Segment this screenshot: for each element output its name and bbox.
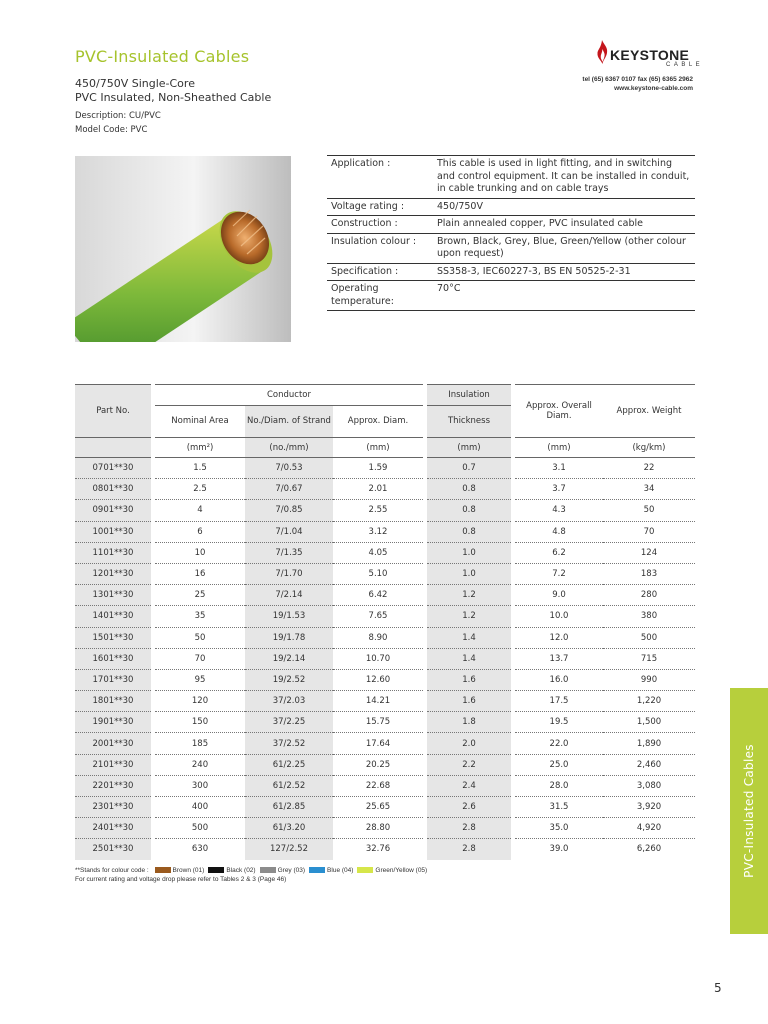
unit-overall: (mm) [515,438,603,458]
nominal-area-cell: 630 [191,844,209,855]
thickness-cell: 1.6 [427,669,511,690]
thickness-cell: 1.0 [427,563,511,584]
table-row [75,458,695,479]
table-row [75,563,695,584]
nominal-area-cell: 240 [155,754,245,775]
spec-value: Plain annealed copper, PVC insulated cable [433,216,695,234]
header-part-no: Part No. [75,385,151,438]
header-conductor: Conductor [155,385,423,406]
weight-cell: 3,920 [603,797,695,818]
side-tab-label: PVC-Insulated Cables [742,744,756,878]
approx-diam-cell: 14.21 [333,691,423,712]
spec-row [327,216,695,234]
approx-diam-cell: 15.75 [333,712,423,733]
strand-cell: 61/2.25 [245,754,333,775]
subtitle-line-2: PVC Insulated, Non-Sheathed Cable [75,91,272,104]
thickness-cell: 0.7 [427,458,511,479]
overall-diam-cell: 31.5 [515,797,603,818]
overall-diam-cell: 7.2 [515,563,603,584]
brand-subname: CABLE [666,62,704,68]
spec-row [327,156,695,199]
description-text: Description: CU/PVC [75,111,161,121]
weight-cell: 1,500 [603,712,695,733]
table-row [75,733,695,754]
flame-logo-icon [596,40,609,64]
thickness-cell: 1.2 [427,585,511,606]
overall-diam-cell: 16.0 [515,669,603,690]
spec-value: SS358-3, IEC60227-3, BS EN 50525-2-31 [433,263,695,281]
header-weight: Approx. Weight [603,385,695,438]
weight-cell: 500 [603,627,695,648]
unit-weight: (kg/km) [603,438,695,458]
part-no-cell: 1701**30 [75,669,151,690]
overall-diam-cell: 6.2 [515,542,603,563]
model-code-text: Model Code: PVC [75,125,148,135]
spec-table-body [327,156,695,311]
table-row [75,606,695,627]
section-side-tab [730,688,768,934]
cable-meta [75,109,161,137]
thickness-cell: 1.2 [427,606,511,627]
approx-diam-cell: 2.01 [333,479,423,500]
approx-diam-cell: 17.64 [333,733,423,754]
approx-diam-cell: 22.68 [333,775,423,796]
spec-value: Brown, Black, Grey, Blue, Green/Yellow (other colour upon request) [433,233,695,263]
strand-cell: 7/0.85 [245,500,333,521]
approx-diam-cell: 1.59 [333,458,423,479]
strand-cell: 19/1.53 [245,606,333,627]
strand-cell: 37/2.52 [245,733,333,754]
approx-diam-cell: 4.05 [333,542,423,563]
thickness-cell: 1.4 [427,627,511,648]
brand-name: KEYSTONE [610,47,690,63]
overall-diam-cell: 3.7 [515,479,603,500]
part-no-cell: 2501**30 [75,839,151,860]
strand-cell: 7/2.14 [245,585,333,606]
table-row [75,775,695,796]
approx-diam-cell: 6.42 [333,585,423,606]
strand-cell: 19/1.78 [245,627,333,648]
colour-label: Black (02) [226,867,256,874]
thickness-cell: 0.8 [427,500,511,521]
nominal-area-cell: 4 [155,500,245,521]
colour-code-legend [75,866,427,875]
strand-cell: 7/1.35 [245,542,333,563]
colour-label: Green/Yellow (05) [375,867,428,874]
spec-row [327,263,695,281]
weight-cell: 34 [603,479,695,500]
strand-cell: 37/2.25 [245,712,333,733]
weight-cell: 183 [603,563,695,584]
unit-thickness: (mm) [427,438,511,458]
weight-cell: 6,260 [636,844,662,855]
nominal-area-cell: 400 [155,797,245,818]
nominal-area-cell: 500 [155,818,245,839]
spec-value: This cable is used in light fitting, and in switching and control equipment. It can be installed in conduit, in cable trunking and on cable trays [433,156,695,199]
spec-label: Application : [327,156,433,199]
nominal-area-cell: 6 [155,521,245,542]
weight-cell: 22 [603,458,695,479]
header-strand: No./Diam. of Strand [245,406,333,438]
header-nominal-area: Nominal Area [155,406,245,438]
part-no-cell: 0701**30 [75,458,151,479]
part-no-cell: 0901**30 [75,500,151,521]
overall-diam-cell: 12.0 [515,627,603,648]
overall-diam-cell: 39.0 [549,844,569,855]
spec-row [327,233,695,263]
approx-diam-cell: 25.65 [333,797,423,818]
strand-cell: 7/0.67 [245,479,333,500]
spec-row [327,198,695,216]
colour-label: Grey (03) [277,867,306,874]
table-row [75,797,695,818]
nominal-area-cell: 10 [155,542,245,563]
part-no-cell: 2101**30 [75,754,151,775]
nominal-area-cell: 120 [155,691,245,712]
page-title: PVC-Insulated Cables [75,47,250,66]
thickness-cell: 1.0 [427,542,511,563]
overall-diam-cell: 4.3 [515,500,603,521]
colour-swatch [309,867,325,873]
strand-cell: 127/2.52 [245,839,333,860]
part-no-cell: 1901**30 [75,712,151,733]
weight-cell: 1,890 [603,733,695,754]
approx-diam-cell: 12.60 [333,669,423,690]
overall-diam-cell: 22.0 [515,733,603,754]
current-rating-note: For current rating and voltage drop please refer to Tables 2 & 3 (Page 46) [75,876,287,883]
table-row [75,500,695,521]
strand-cell: 61/3.20 [245,818,333,839]
nominal-area-cell: 2.5 [155,479,245,500]
thickness-cell: 1.6 [427,691,511,712]
thickness-cell: 1.4 [427,648,511,669]
overall-diam-cell: 17.5 [515,691,603,712]
overall-diam-cell: 28.0 [515,775,603,796]
thickness-cell: 0.8 [427,479,511,500]
part-no-cell: 2201**30 [75,775,151,796]
table-row [75,754,695,775]
unit-strand: (no./mm) [245,438,333,458]
part-no-cell: 2401**30 [75,818,151,839]
table-row [75,712,695,733]
part-no-cell: 1501**30 [75,627,151,648]
table-row [75,839,695,860]
nominal-area-cell: 95 [155,669,245,690]
approx-diam-cell: 2.55 [333,500,423,521]
weight-cell: 3,080 [603,775,695,796]
part-no-cell: 1801**30 [75,691,151,712]
subtitle-line-1: 450/750V Single-Core [75,77,195,90]
table-row [75,542,695,563]
part-no-cell: 1001**30 [75,521,151,542]
strand-cell: 61/2.52 [245,775,333,796]
weight-cell: 124 [603,542,695,563]
cable-data-table [75,384,695,860]
table-row [75,669,695,690]
overall-diam-cell: 25.0 [515,754,603,775]
colour-swatch [357,867,373,873]
approx-diam-cell: 28.80 [333,818,423,839]
part-no-cell: 1301**30 [75,585,151,606]
nominal-area-cell: 150 [155,712,245,733]
nominal-area-cell: 185 [155,733,245,754]
thickness-cell: 2.4 [427,775,511,796]
spec-label: Insulation colour : [327,233,433,263]
footnote [75,866,427,884]
strand-cell: 37/2.03 [245,691,333,712]
spec-label: Operating temperature: [327,281,433,311]
weight-cell: 70 [603,521,695,542]
header-approx-diam: Approx. Diam. [333,406,423,438]
part-no-cell: 1601**30 [75,648,151,669]
table-row [75,627,695,648]
overall-diam-cell: 19.5 [515,712,603,733]
table-row [75,479,695,500]
part-no-cell: 1101**30 [75,542,151,563]
nominal-area-cell: 300 [155,775,245,796]
header-insulation: Insulation [427,385,511,406]
table-row [75,691,695,712]
part-no-cell: 1201**30 [75,563,151,584]
nominal-area-cell: 25 [155,585,245,606]
unit-area: (mm²) [155,438,245,458]
approx-diam-cell: 32.76 [365,844,391,855]
nominal-area-cell: 70 [155,648,245,669]
thickness-cell: 2.0 [427,733,511,754]
spec-label: Voltage rating : [327,198,433,216]
part-no-cell: 2301**30 [75,797,151,818]
table-row [75,585,695,606]
approx-diam-cell: 3.12 [333,521,423,542]
part-no-cell: 0801**30 [75,479,151,500]
colour-swatch [260,867,276,873]
weight-cell: 1,220 [603,691,695,712]
contact-info [582,75,693,93]
data-table-body [75,458,695,860]
thickness-cell: 2.8 [427,839,511,860]
weight-cell: 280 [603,585,695,606]
approx-diam-cell: 7.65 [333,606,423,627]
colour-code-prefix: **Stands for colour code : [75,867,149,874]
spec-table [327,155,695,311]
overall-diam-cell: 10.0 [515,606,603,627]
nominal-area-cell: 35 [155,606,245,627]
strand-cell: 7/1.04 [245,521,333,542]
approx-diam-cell: 5.10 [333,563,423,584]
approx-diam-cell: 10.70 [333,648,423,669]
header-overall-diam: Approx. Overall Diam. [515,385,603,438]
page-number: 5 [714,981,722,995]
approx-diam-cell: 8.90 [333,627,423,648]
spec-label: Specification : [327,263,433,281]
strand-cell: 19/2.14 [245,648,333,669]
contact-phone-fax: tel (65) 6367 0107 fax (65) 6365 2962 [582,76,693,83]
nominal-area-cell: 1.5 [155,458,245,479]
unit-diam: (mm) [333,438,423,458]
cable-subtitle [75,77,271,105]
part-no-cell: 1401**30 [75,606,151,627]
thickness-cell: 2.8 [427,818,511,839]
strand-cell: 7/1.70 [245,563,333,584]
weight-cell: 50 [603,500,695,521]
cable-photo [75,156,291,342]
strand-cell: 19/2.52 [245,669,333,690]
overall-diam-cell: 4.8 [515,521,603,542]
table-row [75,648,695,669]
overall-diam-cell: 13.7 [515,648,603,669]
header-thickness: Thickness [427,406,511,438]
table-row [75,521,695,542]
spec-value: 70°C [433,281,695,311]
thickness-cell: 2.6 [427,797,511,818]
weight-cell: 715 [603,648,695,669]
weight-cell: 4,920 [603,818,695,839]
colour-label: Blue (04) [327,867,354,874]
thickness-cell: 2.2 [427,754,511,775]
colour-label: Brown (01) [172,867,205,874]
spec-label: Construction : [327,216,433,234]
nominal-area-cell: 16 [155,563,245,584]
approx-diam-cell: 20.25 [333,754,423,775]
strand-cell: 61/2.85 [245,797,333,818]
thickness-cell: 0.8 [427,521,511,542]
overall-diam-cell: 35.0 [515,818,603,839]
header-blank [75,438,151,458]
weight-cell: 990 [603,669,695,690]
table-row [75,818,695,839]
overall-diam-cell: 9.0 [515,585,603,606]
overall-diam-cell: 3.1 [515,458,603,479]
nominal-area-cell: 50 [155,627,245,648]
weight-cell: 380 [603,606,695,627]
website-link[interactable]: www.keystone-cable.com [614,85,693,92]
spec-value: 450/750V [433,198,695,216]
weight-cell: 2,460 [603,754,695,775]
colour-swatch [208,867,224,873]
thickness-cell: 1.8 [427,712,511,733]
colour-swatch [155,867,171,873]
spec-row [327,281,695,311]
keystone-logo [596,38,706,72]
part-no-cell: 2001**30 [75,733,151,754]
strand-cell: 7/0.53 [245,458,333,479]
